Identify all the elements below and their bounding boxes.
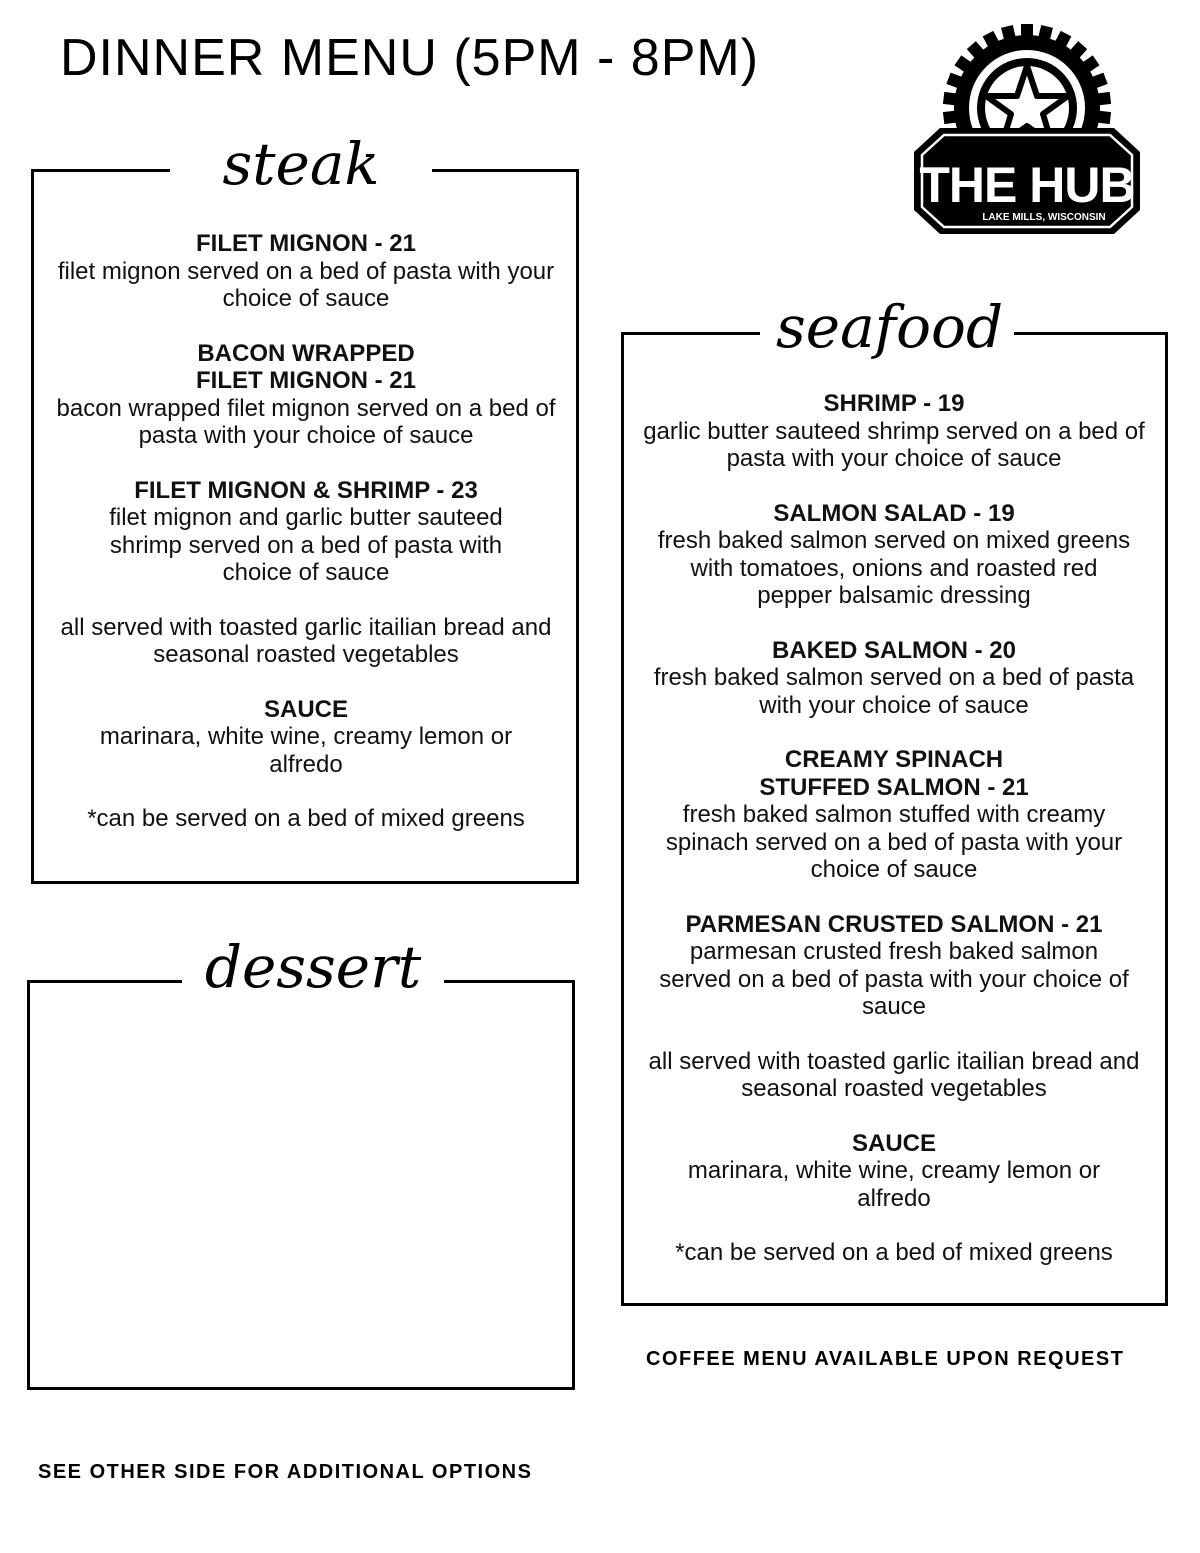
item-name: PARMESAN CRUSTED SALMON - 21 [685,910,1103,938]
item-description: fresh baked salmon served on a bed of pasta with your choice of sauce [653,664,1135,719]
menu-item [42,340,570,450]
svg-text:LAKE MILLS, WISCONSIN: LAKE MILLS, WISCONSIN [982,212,1106,223]
menu-item [630,637,1158,720]
item-name: SHRIMP - 19 [823,390,965,417]
item-name: CREAMY SPINACH STUFFED SALMON - 21 [759,746,1029,801]
menu-item [630,746,1158,884]
seafood-heading: seafood [760,297,1014,357]
sauce-options [630,1130,1158,1213]
item-description: parmesan crusted fresh baked salmon served on a bed of pasta with your choice of sauce [659,938,1129,1020]
dessert-section-frame [27,980,575,1390]
item-description: fresh baked salmon stuffed with creamy spinach served on a bed of pasta with your choice of sauce [665,801,1123,883]
sauce-description: marinara, white wine, creamy lemon or alfredo [687,1157,1101,1212]
item-name: FILET MIGNON - 21 [195,230,416,257]
menu-item [630,911,1158,1021]
dessert-heading: dessert [182,937,444,997]
mixed-greens-note: *can be served on a bed of mixed greens [675,1239,1113,1266]
svg-text:THE HUB: THE HUB [919,157,1135,213]
the-hub-logo [896,20,1158,256]
steak-section [42,230,570,860]
item-description: bacon wrapped filet mignon served on a bed of pasta with your choice of sauce [56,394,556,449]
sauce-options [42,696,570,779]
item-description: garlic butter sauteed shrimp served on a bed of pasta with your choice of sauce [643,417,1145,472]
menu-item [42,230,570,313]
menu-item [630,390,1158,473]
item-name: FILET MIGNON & SHRIMP - 23 [134,476,478,504]
other-side-note: SEE OTHER SIDE FOR ADDITIONAL OPTIONS [38,1461,533,1483]
menu-item [42,477,570,587]
item-name: BAKED SALMON - 20 [771,636,1017,664]
steak-heading: steak [170,134,432,194]
item-description: filet mignon served on a bed of pasta with your choice of sauce [57,257,555,312]
sauce-heading: SAUCE [851,1129,936,1157]
mixed-greens-note: *can be served on a bed of mixed greens [87,805,525,832]
menu-item [630,500,1158,610]
sauce-heading: SAUCE [263,695,348,723]
item-description: fresh baked salmon served on mixed greens with tomatoes, onions and roasted red pepper balsamic dressing [657,527,1131,609]
sauce-description: marinara, white wine, creamy lemon or alfredo [99,723,513,778]
page-title: DINNER MENU (5PM - 8PM) [60,29,760,87]
seafood-section [630,390,1158,1294]
item-name: BACON WRAPPED FILET MIGNON - 21 [195,339,416,394]
item-description: filet mignon and garlic butter sauteed shrimp served on a bed of pasta with choice of sauce [109,504,503,586]
coffee-menu-note: COFFEE MENU AVAILABLE UPON REQUEST [646,1348,1125,1370]
served-with-note: all served with toasted garlic itailian bread and seasonal roasted vegetables [648,1047,1140,1102]
served-with-note: all served with toasted garlic itailian bread and seasonal roasted vegetables [60,613,552,668]
item-name: SALMON SALAD - 19 [773,499,1015,527]
